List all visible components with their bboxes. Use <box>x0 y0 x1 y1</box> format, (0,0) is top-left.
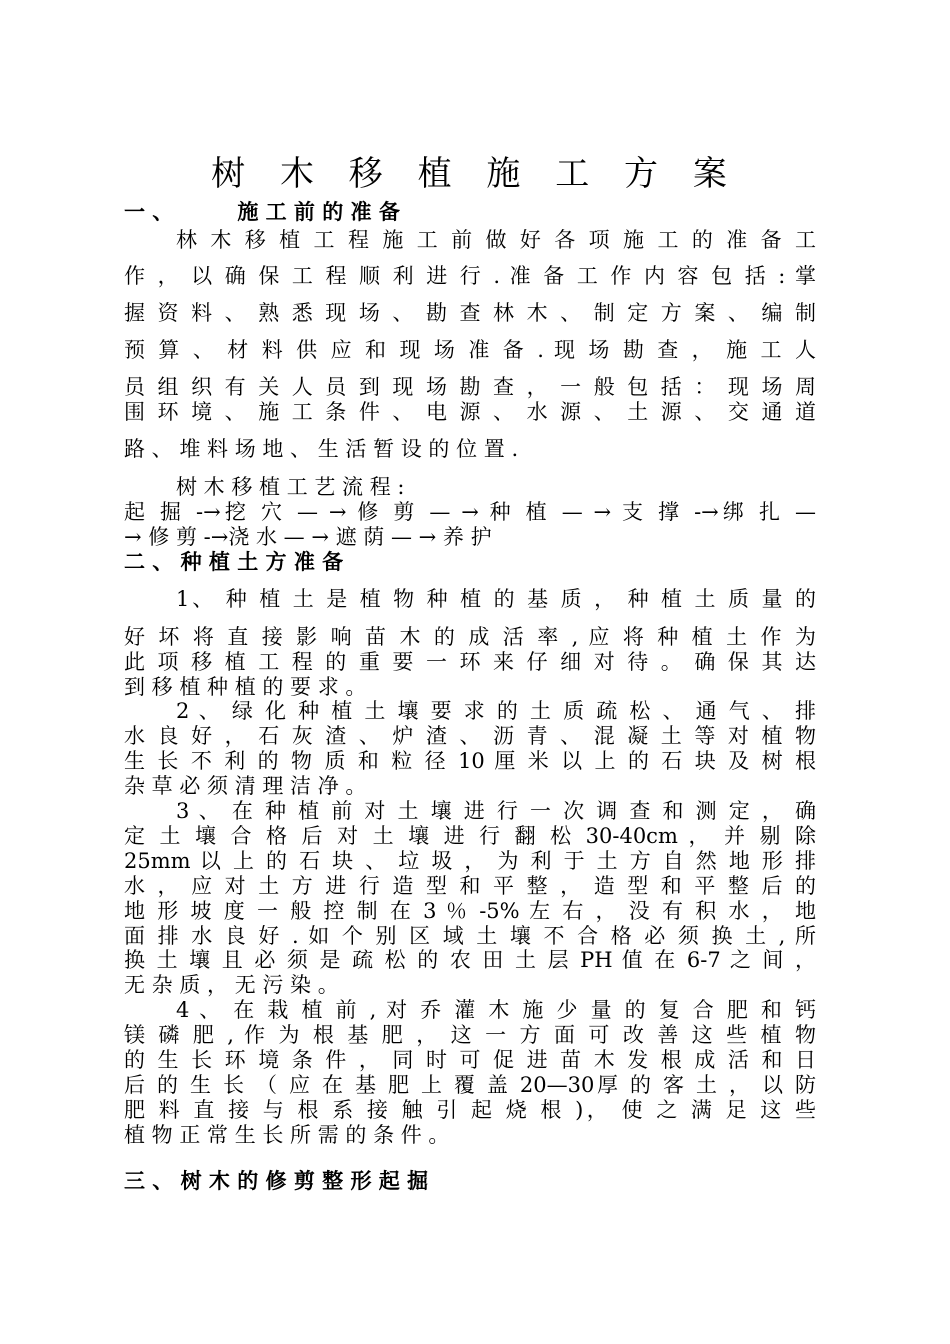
section-1-line: 围 环 境 、 施 工 条 件 、 电 源 、 水 源 、 土 源 、 交 通 道 <box>124 400 816 424</box>
process-flow-line: 起 掘 -→挖 穴 — → 修 剪 — → 种 植 — → 支 撑 -→绑 扎 — <box>124 500 816 524</box>
section-2-line: 3 、 在 种 植 前 对 土 壤 进 行 一 次 调 查 和 测 定 ， 确 <box>176 799 816 823</box>
section-1-line: 预 算 、 材 料 供 应 和 现 场 准 备 . 现 场 勘 查 ， 施 工 人 <box>124 338 816 362</box>
section-2-line: 后 的 生 长 （ 应 在 基 肥 上 覆 盖 20—30厚 的 客 土 ， 以 防 <box>124 1073 816 1097</box>
section-2-line: 好 坏 将 直 接 影 响 苗 木 的 成 活 率 , 应 将 种 植 土 作 为 <box>124 625 816 649</box>
section-2-line: 2 、 绿 化 种 植 土 壤 要 求 的 土 质 疏 松 、 通 气 、 排 <box>176 699 816 723</box>
section-2-line: 1、 种 植 土 是 植 物 种 植 的 基 质 ， 种 植 土 质 量 的 <box>176 587 816 611</box>
section-2-line: 水 良 好 ， 石 灰 渣 、 炉 渣 、 沥 青 、 混 凝 土 等 对 植 物 <box>124 724 816 748</box>
section-2-line: 的 生 长 环 境 条 件 ， 同 时 可 促 进 苗 木 发 根 成 活 和 日 <box>124 1048 816 1072</box>
section-2-line: 换 土 壤 且 必 须 是 疏 松 的 农 田 土 层 PH 值 在 6-7 之 间 ， <box>124 948 816 972</box>
section-2-line: 面 排 水 良 好 . 如 个 别 区 域 土 壤 不 合 格 必 须 换 土 , 所 <box>124 924 816 948</box>
section-3-heading: 三 、 树 木 的 修 剪 整 形 起 掘 <box>124 1168 429 1193</box>
section-2-line: 植 物 正 常 生 长 所 需 的 条 件 。 <box>124 1123 450 1147</box>
section-2-line: 定 土 壤 合 格 后 对 土 壤 进 行 翻 松 30-40cm ， 并 剔 除 <box>124 824 816 848</box>
section-2-line: 无 杂 质 ， 无 污 染 。 <box>124 973 339 997</box>
section-1-heading-number: 一 、 <box>124 199 174 224</box>
section-1-line: 林 木 移 植 工 程 施 工 前 做 好 各 项 施 工 的 准 备 工 <box>176 228 816 252</box>
section-1-heading <box>124 198 816 226</box>
section-2-line: 肥 料 直 接 与 根 系 接 触 引 起 烧 根 )， 使 之 满 足 这 些 <box>124 1098 816 1122</box>
section-1-heading-text: 施 工 前 的 准 备 <box>237 199 400 224</box>
section-2-line: 镁 磷 肥 , 作 为 根 基 肥 ， 这 一 方 面 可 改 善 这 些 植 物 <box>124 1023 816 1047</box>
section-2-line: 此 项 移 植 工 程 的 重 要 一 环 来 仔 细 对 待 。 确 保 其 达 <box>124 650 816 674</box>
section-1-line: 握 资 料 、 熟 悉 现 场 、 勘 查 林 木 、 制 定 方 案 、 编 制 <box>124 301 816 325</box>
section-2-line: 25mm 以 上 的 石 块 、 垃 圾 ， 为 利 于 土 方 自 然 地 形 排 <box>124 849 816 873</box>
section-1-line: 路 、 堆 料 场 地 、 生 活 暂 设 的 位 置 . <box>124 437 519 461</box>
section-2-line: 杂 草 必 须 清 理 洁 净 。 <box>124 774 367 798</box>
document-title: 树 木 移 植 施 工 方 案 <box>211 154 739 194</box>
section-2-line: 地 形 坡 度 一 般 控 制 在 3 ％ -5% 左 右 ， 没 有 积 水 ， 地 <box>124 899 816 923</box>
section-2-line: 生 长 不 利 的 物 质 和 粒 径 10 厘 米 以 上 的 石 块 及 树 根 <box>124 749 816 773</box>
process-flow-label: 树 木 移 植 工 艺 流 程 : <box>176 475 405 499</box>
section-1-line: 员 组 织 有 关 人 员 到 现 场 勘 查 ， 一 般 包 括 ： 现 场 周 <box>124 375 816 399</box>
section-2-line: 水 ， 应 对 土 方 进 行 造 型 和 平 整 ， 造 型 和 平 整 后 的 <box>124 874 816 898</box>
section-2-heading: 二 、 种 植 土 方 准 备 <box>124 549 344 574</box>
section-2-line: 4 、 在 栽 植 前 , 对 乔 灌 木 施 少 量 的 复 合 肥 和 钙 <box>176 998 816 1022</box>
process-flow-line: → 修 剪 -→浇 水 — → 遮 荫 — → 养 护 <box>124 525 492 549</box>
section-2-line: 到 移 植 种 植 的 要 求 。 <box>124 675 367 699</box>
section-1-line: 作 ， 以 确 保 工 程 顺 利 进 行 . 准 备 工 作 内 容 包 括 : 掌 <box>124 264 816 288</box>
